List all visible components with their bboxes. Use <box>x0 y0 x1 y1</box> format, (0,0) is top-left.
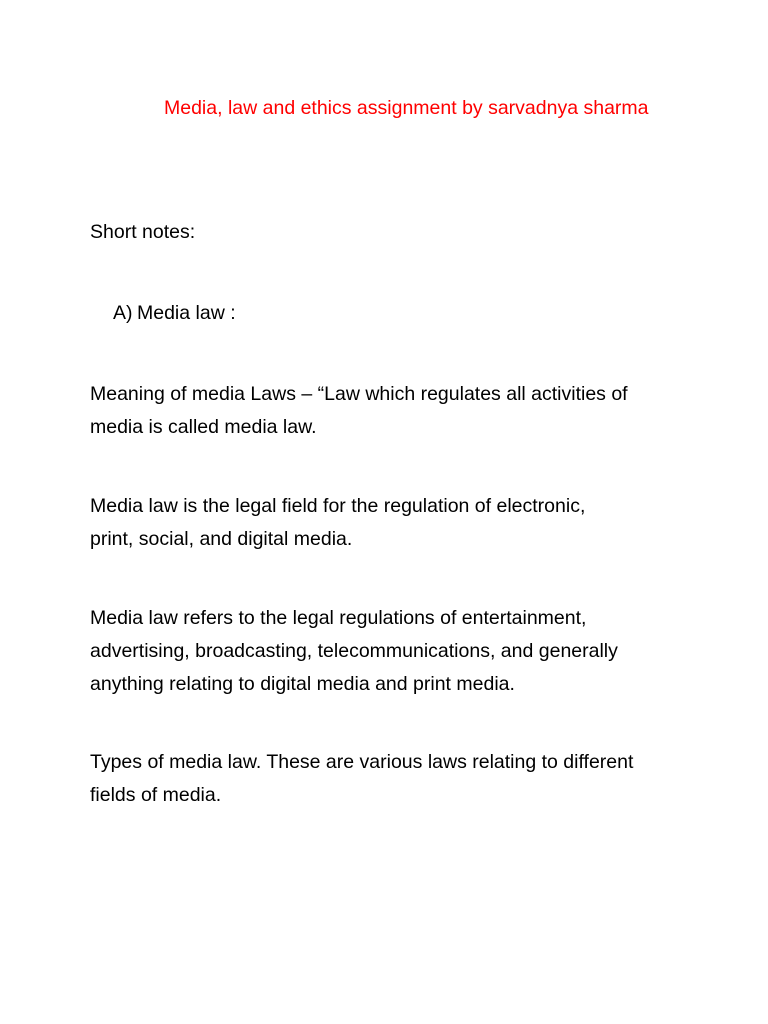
document-title: Media, law and ethics assignment by sarvadnya sharma <box>164 97 649 119</box>
list-item-label: Media law : <box>137 302 236 324</box>
paragraph-line: Meaning of media Laws – “Law which regulates all activities of <box>90 383 628 405</box>
list-marker: A) <box>113 302 133 324</box>
short-notes-heading: Short notes: <box>90 221 196 243</box>
paragraph-line: media is called media law. <box>90 416 317 438</box>
list-item-media-law <box>113 297 236 330</box>
paragraph-types <box>90 746 690 812</box>
paragraph-line: print, social, and digital media. <box>90 528 353 550</box>
paragraph-line: Media law refers to the legal regulations of entertainment, <box>90 607 587 629</box>
paragraph-legal-field <box>90 490 690 556</box>
paragraph-line: Types of media law. These are various laws relating to different <box>90 751 634 773</box>
paragraph-meaning <box>90 378 690 444</box>
paragraph-line: anything relating to digital media and print media. <box>90 673 515 695</box>
paragraph-line: advertising, broadcasting, telecommunications, and generally <box>90 640 618 662</box>
paragraph-regulations <box>90 602 690 701</box>
paragraph-line: fields of media. <box>90 784 222 806</box>
paragraph-line: Media law is the legal field for the regulation of electronic, <box>90 495 586 517</box>
